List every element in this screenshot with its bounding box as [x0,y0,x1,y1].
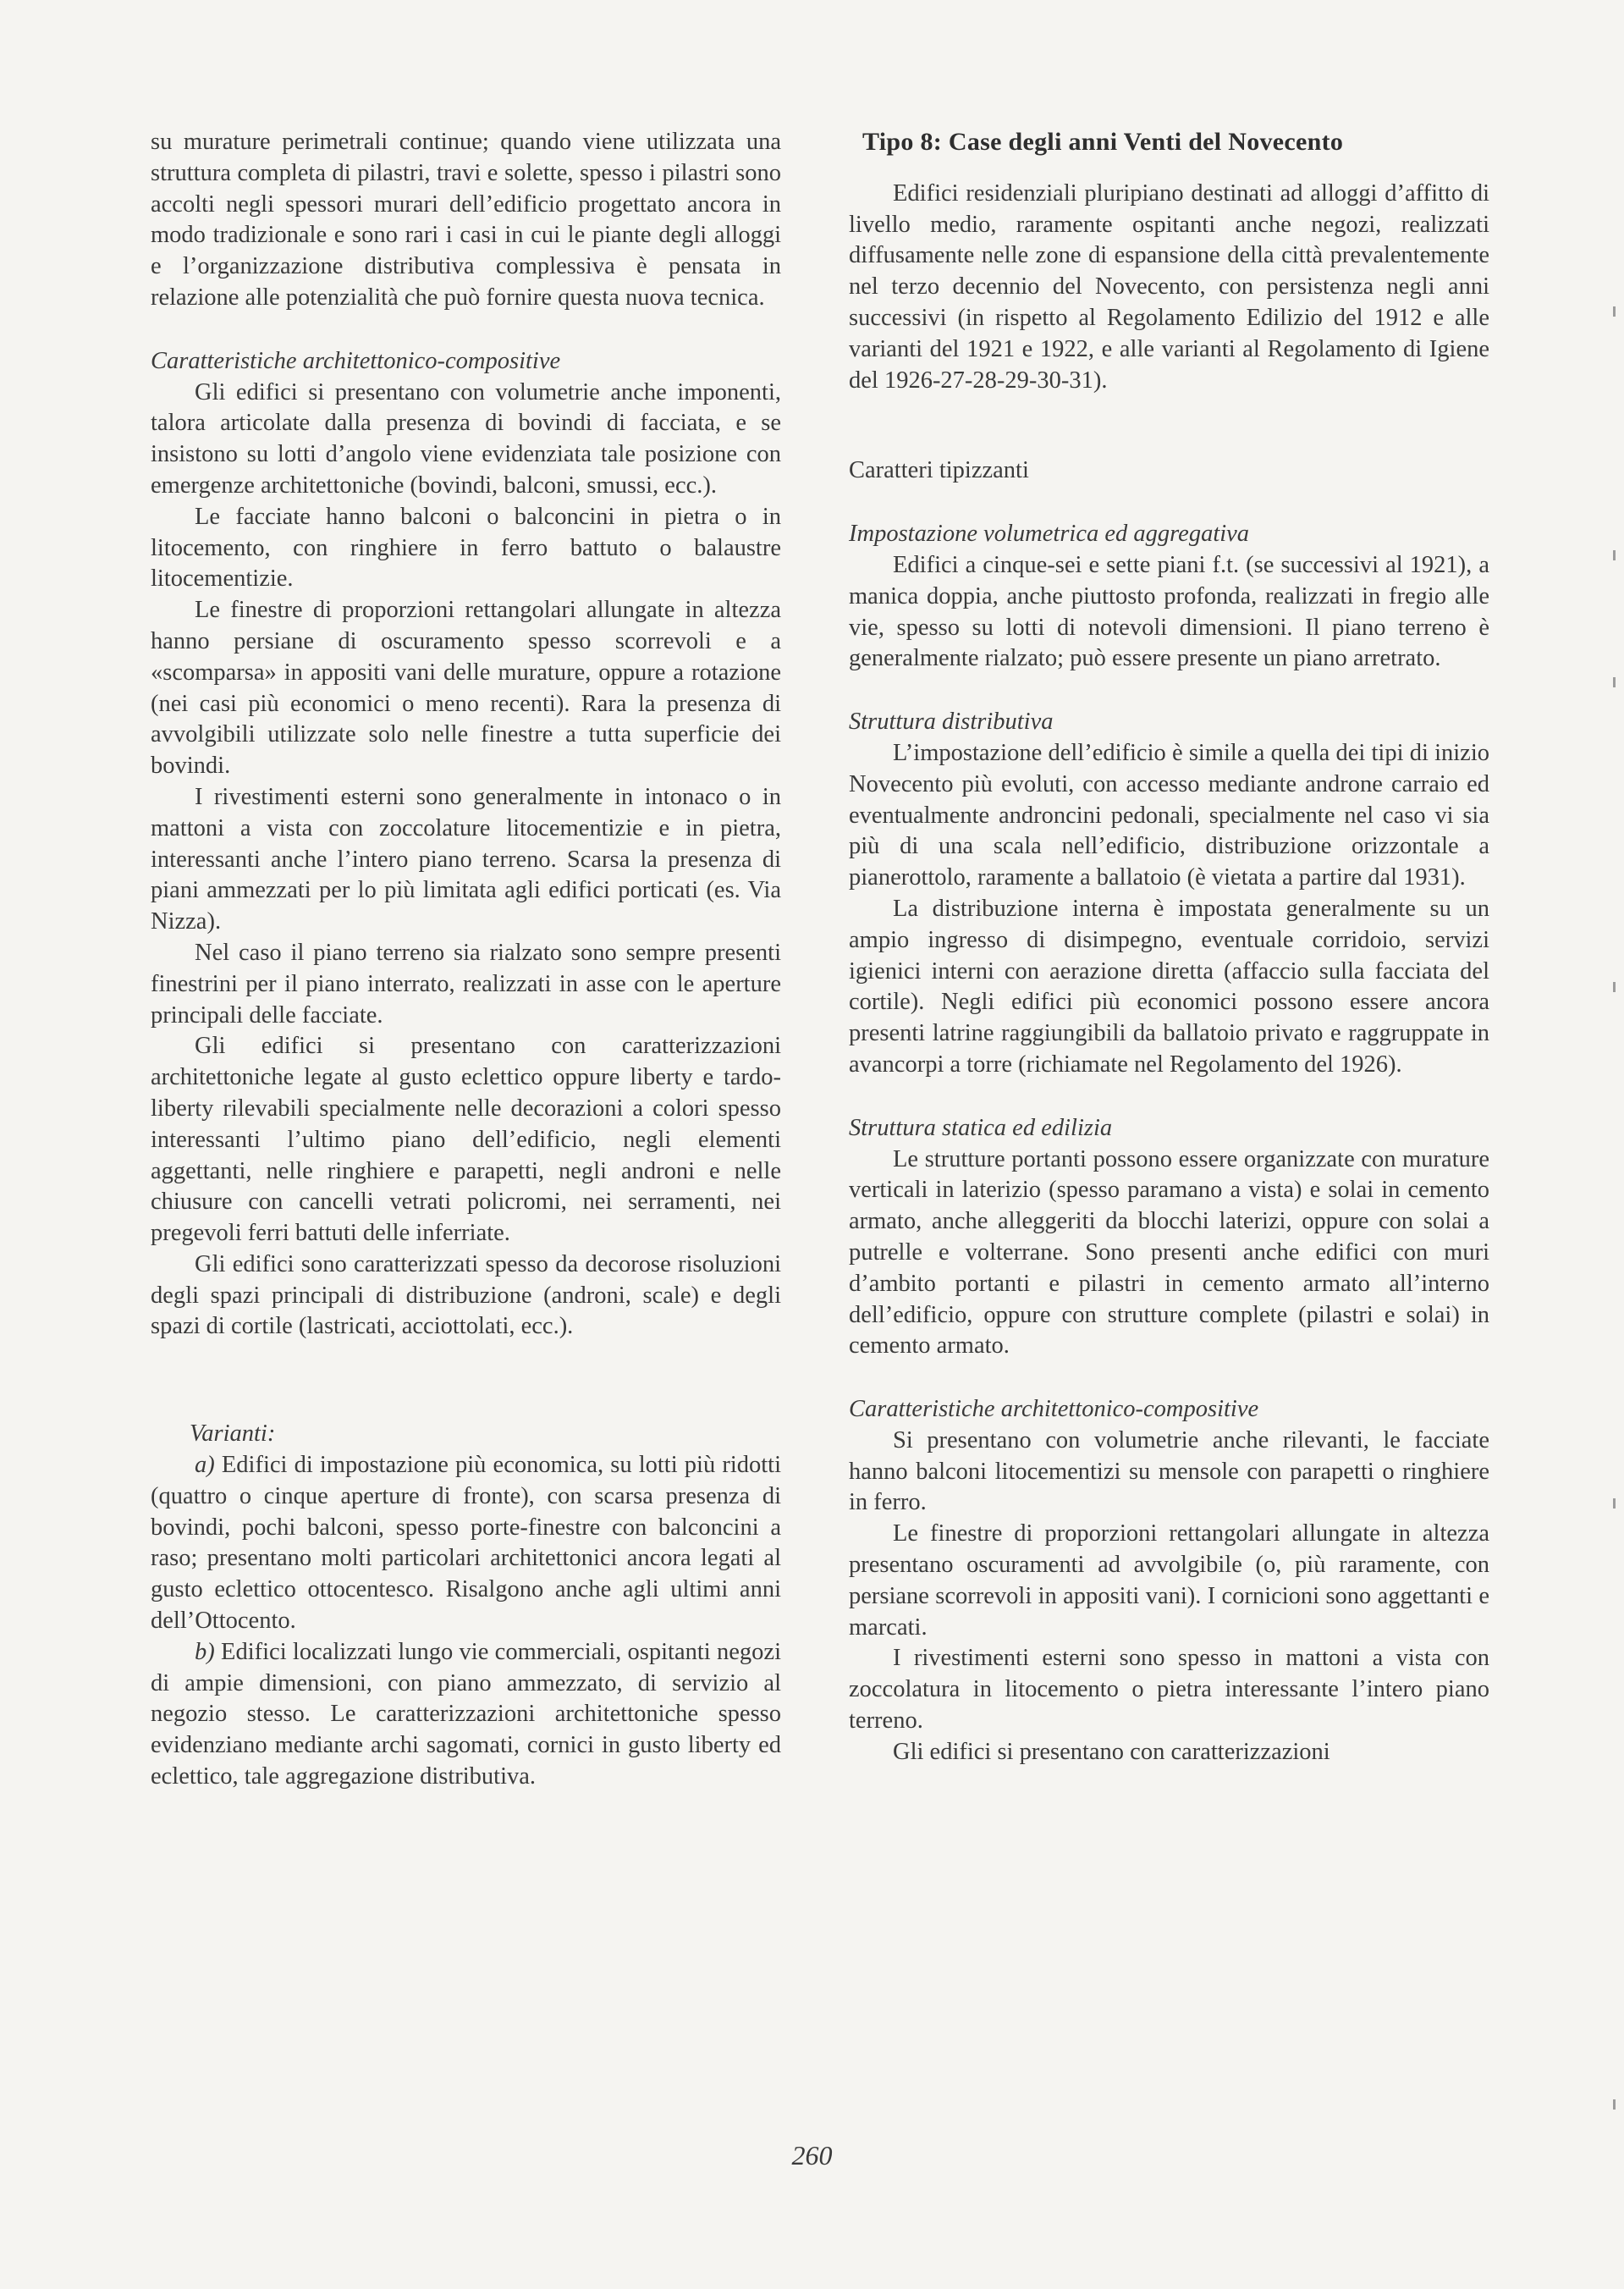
right-paragraph-9: Gli edifici si presentano con caratterizzazioni [893,1738,1330,1765]
left-paragraph-6: Nel caso il piano terreno sia rialzato sono sempre presenti finestrini per il piano interrato, realizzati in asse con le aperture principali delle facciate. [151,939,781,1029]
left-paragraph-5: I rivestimenti esterni sono generalmente in intonaco o in mattoni a vista con zoccolature litocementizie e in pietra, interessanti anche l’intero piano terreno. Scarsa la presenza di piani ammezzati per lo più limitata agli edifici porticati (es. Via Nizza). [151,783,781,935]
edge-mark [1613,982,1616,992]
right-paragraph-1: Edifici residenziali pluripiano destinati ad alloggi d’affitto di livello medio, raramente ospitanti anche negozi, realizzati diffusamente nelle zone di espansione della città prevalentemente nel terzo decennio del Novecento, con persistenza negli anni successivi (in rispetto al Regolamento Edilizio del 1912 e alle varianti del 1921 e 1922, e alle varianti al Regolamento di Igiene del 1926-27-28-29-30-31). [849,179,1489,394]
left-column [151,127,781,1793]
left-paragraph-7: Gli edifici si presentano con caratterizzazioni architettoniche legate al gusto eclettico oppure liberty e tardo-liberty rilevabili specialmente nelle decorazioni a colori spesso interessanti l’ultimo piano dell’edificio, negli elementi aggettanti, nelle ringhiere e parapetti, negli androni e nelle chiusure con cancelli vetrati policromi, nei serramenti, nei pregevoli ferri battuti delle inferriate. [151,1033,781,1247]
edge-mark [1613,550,1616,560]
right-paragraph-7: Le finestre di proporzioni rettangolari allungate in altezza presentano oscuramenti ad avvolgibile (o, più raramente, con persiane scorrevoli in appositi vani). I cornicioni sono aggettanti e marcati. [849,1520,1489,1641]
edge-mark [1613,306,1616,317]
left-paragraph-4: Le finestre di proporzioni rettangolari allungate in altezza hanno persiane di oscuramento spesso scorrevoli e a «scomparsa» in appositi vani delle murature, oppure a rotazione (nei casi più economici o meno recenti). Rara la presenza di avvolgibili utilizzate solo nelle finestre a tutta superficie dei bovindi. [151,597,781,780]
variant-a [151,1450,781,1637]
right-paragraph-4: La distribuzione interna è impostata generalmente su un ampio ingresso di disimpegno, eventuale corridoio, servizi igienici interni con aerazione diretta (affaccio sulla facciata del cortile). Negli edifici più economici possono essere ancora presenti latrine raggiungibili da ballatoio privato e raggruppate in avancorpi a torre (richiamate nel Regolamento del 1926). [849,895,1489,1078]
left-heading-caratteristiche: Caratteristiche architettonico-compositive [151,347,561,374]
left-paragraph-2: Gli edifici si presentano con volumetrie anche imponenti, talora articolate dalla presenza di bovindi di facciata, e se insistono su lotti d’angolo viene evidenziata tale posizione con emergenze architettoniche (bovindi, balconi, smussi, ecc.). [151,378,781,499]
right-column [849,127,1489,1768]
right-paragraph-3: L’impostazione dell’edificio è simile a quella dei tipi di inizio Novecento più evoluti, con accesso mediante androne carraio ed eventualmente androncini pedonali, specialmente nel caso vi sia più di una scala nell’edificio, distribuzione orizzontale a pianerottolo, raramente a ballatoio (è vietata a partire dal 1931). [849,739,1489,891]
right-paragraph-8: I rivestimenti esterni sono spesso in mattoni a vista con zoccolatura in litocemento o pietra interessante l’intero piano terreno. [849,1645,1489,1735]
right-paragraph-2: Edifici a cinque-sei e sette piani f.t. (se successivi al 1921), a manica doppia, anche piuttosto profonda, realizzati in fregio alle vie, spesso su lotti di notevoli dimensioni. Il piano terreno è generalmente rialzato; può essere presente un piano arretrato. [849,551,1489,672]
variant-a-label: a) [195,1452,215,1479]
heading-struttura-distributiva: Struttura distributiva [849,709,1054,736]
caratteri-tipizzanti-heading: Caratteri tipizzanti [849,457,1029,484]
page-number: 260 [791,2140,833,2170]
varianti-heading: Varianti: [190,1420,276,1448]
heading-struttura-statica: Struttura statica ed edilizia [849,1114,1113,1141]
left-paragraph-1: su murature perimetrali continue; quando viene utilizzata una struttura completa di pilastri, travi e solette, spesso i pilastri sono accolti negli spessori murari dell’edificio progettato ancora in modo tradizionale e sono rari i casi in cui le piante degli alloggi e l’organizzazione distributiva complessiva è pensata in relazione alle potenzialità che può fornire questa nuova tecnica. [151,129,781,311]
heading-impostazione: Impostazione volumetrica ed aggregativa [849,521,1250,548]
section-title: Tipo 8: Case degli anni Venti del Novecento [862,128,1344,156]
left-paragraph-3: Le facciate hanno balconi o balconcini in pietra o in litocemento, con ringhiere in ferro battuto o balaustre litocementizie. [151,503,781,593]
left-paragraph-8: Gli edifici sono caratterizzati spesso da decorose risoluzioni degli spazi principali di distribuzione (androni, scale) e degli spazi di cortile (lastricati, acciottolati, ecc.). [151,1250,781,1340]
right-paragraph-6: Si presentano con volumetrie anche rilevanti, le facciate hanno balconi litocementizi su mensole con parapetti o ringhiere in ferro. [849,1426,1489,1516]
variant-b-text: Edifici localizzati lungo vie commerciali, ospitanti negozi di ampie dimensioni, con piano ammezzato, di servizio al negozio stesso. Le caratterizzazioni architettoniche spesso evidenziano mediante archi sagomati, cornici in gusto liberty ed eclettico, tale aggregazione distributiva. [151,1638,781,1790]
variant-b [151,1637,781,1793]
right-paragraph-5: Le strutture portanti possono essere organizzate con murature verticali in laterizio (spesso paramano a vista) e solai in cemento armato, anche alleggeriti da blocchi laterizi, oppure con solai a putrelle e volterrane. Sono presenti anche edifici con muri d’ambito portanti e pilastri in cemento armato all’interno dell’edificio, oppure con strutture complete (pilastri e solai) in cemento armato. [849,1145,1489,1360]
edge-mark [1613,2099,1616,2110]
edge-mark [1613,677,1616,687]
variant-a-text: Edifici di impostazione più economica, su lotti più ridotti (quattro o cinque aperture di fronte), con scarsa presenza di bovindi, pochi balconi, spesso porte-finestre con balconcini a raso; presentano molti particolari architettonici ancora legati al gusto eclettico ottocentesco. Risalgono anche agli ultimi anni dell’Ottocento. [151,1452,781,1635]
variant-b-label: b) [195,1638,215,1665]
edge-mark [1613,1498,1616,1509]
heading-caratteristiche-right: Caratteristiche architettonico-compositive [849,1396,1259,1423]
